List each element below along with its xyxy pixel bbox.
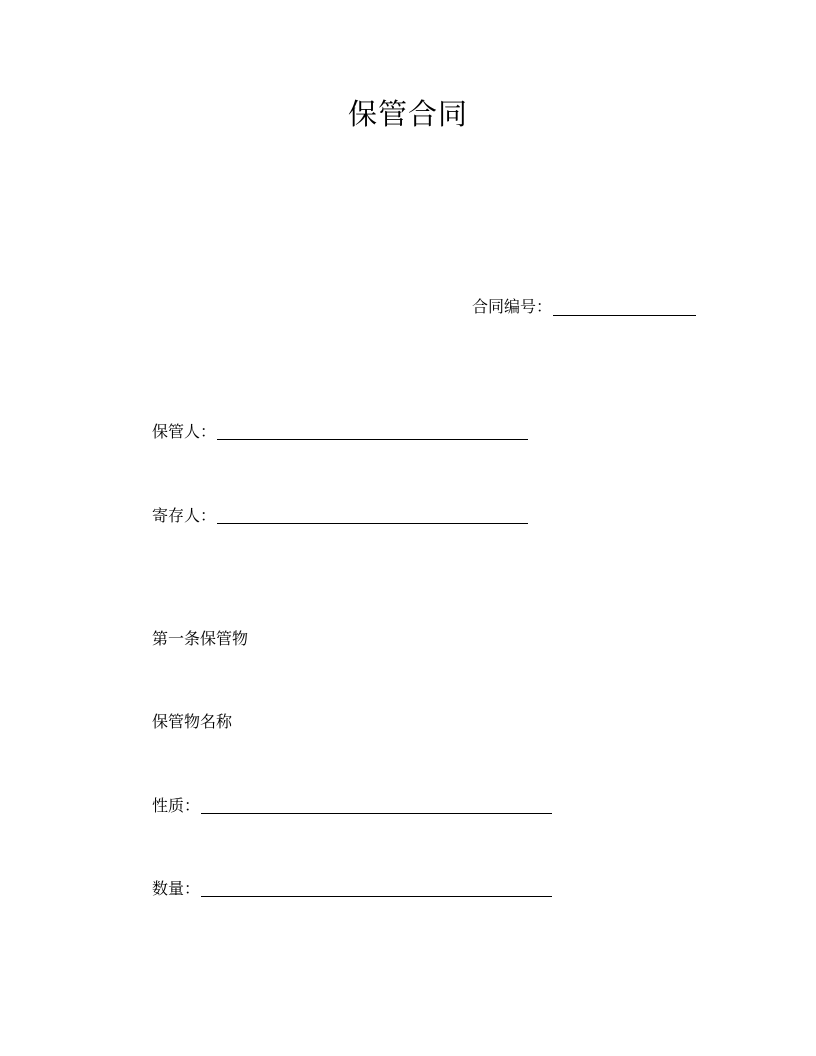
nature-label: 性质： — [152, 796, 201, 815]
depositor-blank[interactable] — [217, 523, 528, 524]
contract-number-label: 合同编号： — [472, 297, 553, 316]
item-name-label: 保管物名称 — [152, 712, 233, 731]
quantity-label: 数量： — [152, 879, 201, 898]
document-title: 保管合同 — [347, 97, 468, 131]
depositor-label: 寄存人： — [152, 506, 217, 525]
contract-number-blank[interactable] — [553, 315, 696, 316]
nature-blank[interactable] — [201, 813, 552, 814]
article-1-heading: 第一条保管物 — [152, 629, 249, 648]
custodian-blank[interactable] — [217, 439, 528, 440]
quantity-blank[interactable] — [201, 896, 552, 897]
custodian-label: 保管人： — [152, 422, 217, 441]
